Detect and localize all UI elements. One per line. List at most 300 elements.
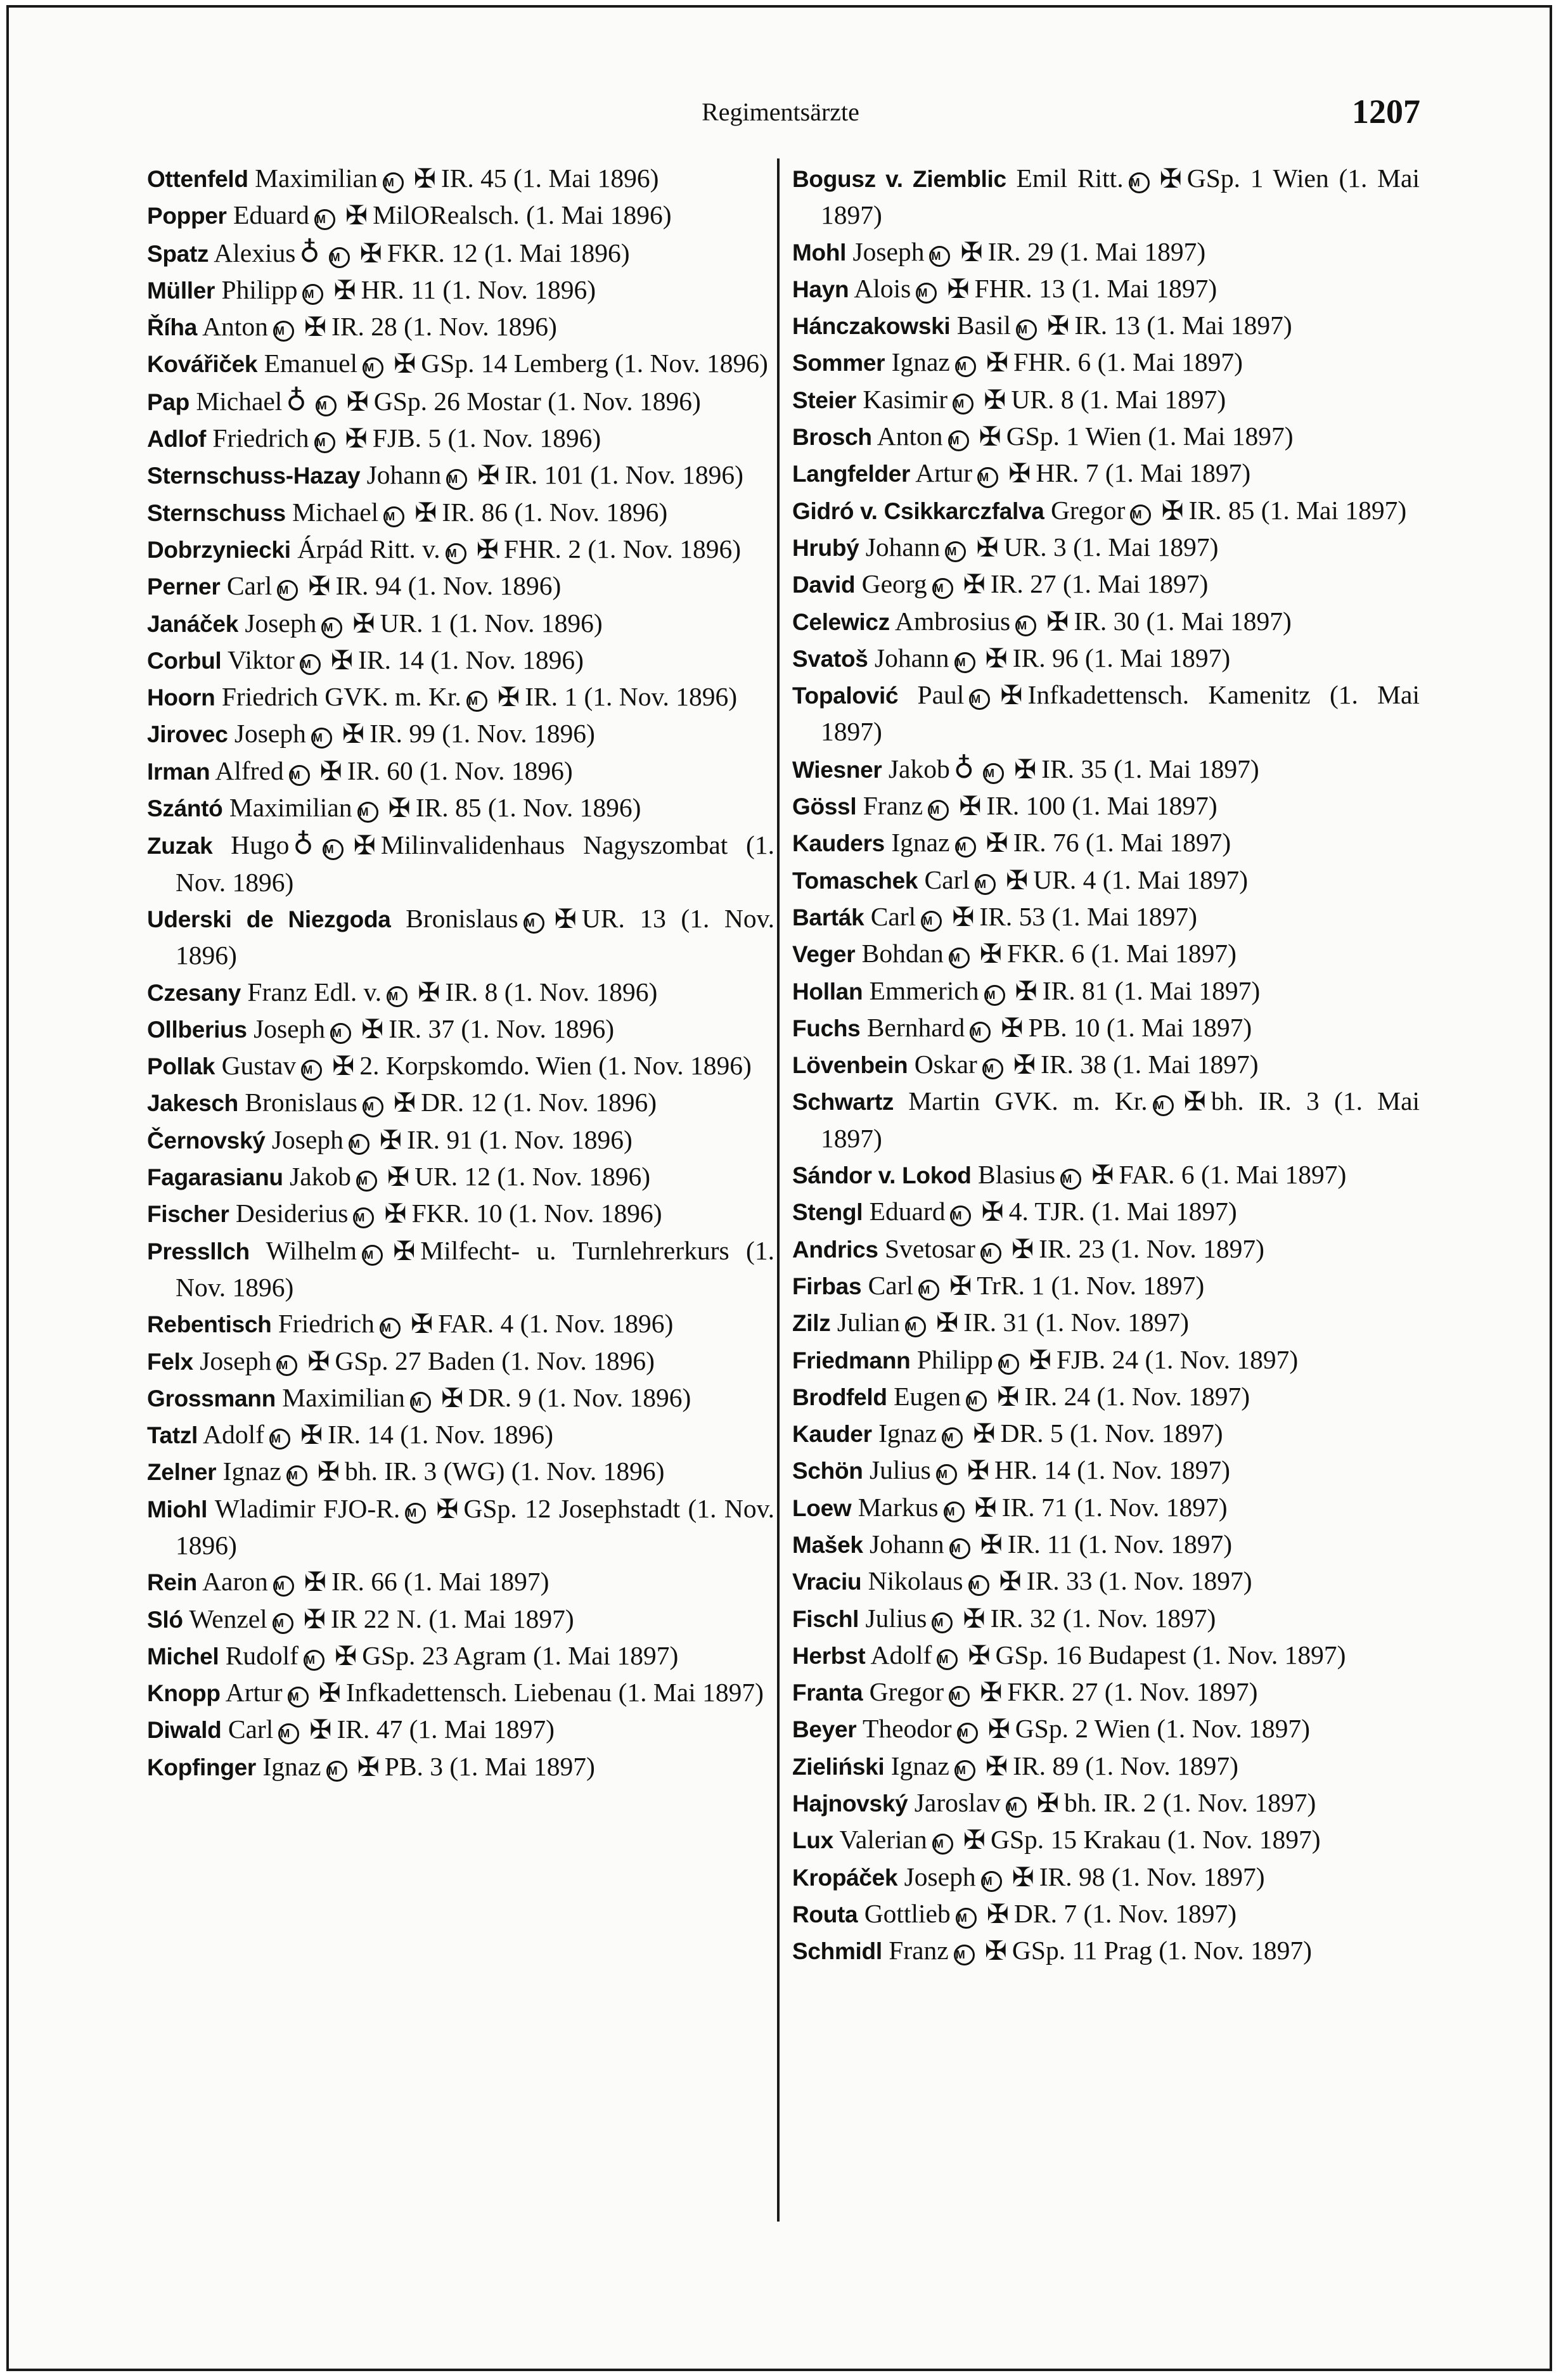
medal-icon: M <box>956 1908 977 1929</box>
medal-icon: M <box>928 800 949 821</box>
medal-icon: M <box>970 1022 991 1043</box>
cross-icon: ✠ <box>984 1937 1007 1967</box>
register-entry <box>792 160 1420 234</box>
assignment-details: IR. 30 (1. Mai 1897) <box>1074 606 1292 636</box>
register-entry <box>147 974 774 1011</box>
medal-icon: M <box>304 1650 324 1671</box>
register-entry <box>147 1417 774 1453</box>
register-entry <box>147 790 774 827</box>
assignment-details: IR. 31 (1. Nov. 1897) <box>963 1308 1189 1337</box>
assignment-details: Infkadettensch. Liebenau (1. Mai 1897) <box>345 1678 764 1708</box>
surname: Müller <box>147 277 215 304</box>
register-entry <box>147 235 774 272</box>
register-entry <box>792 1231 1420 1268</box>
assignment-details: IR. 33 (1. Nov. 1897) <box>1026 1566 1252 1596</box>
given-name: Maximilian <box>282 1382 405 1412</box>
cross-icon: ✠ <box>1008 460 1031 489</box>
register-entry <box>792 1933 1420 1969</box>
register-entry <box>792 1859 1420 1896</box>
register-entry <box>147 309 774 345</box>
given-name: Anton <box>202 312 268 342</box>
order-decoration-icon: ♁ <box>299 236 320 268</box>
assignment-details: IR. 13 (1. Mai 1897) <box>1074 311 1292 340</box>
cross-icon: ✠ <box>318 1679 341 1709</box>
given-name: Bernhard <box>866 1012 965 1042</box>
surname: Hoorn <box>147 685 215 711</box>
register-entry <box>147 1233 774 1306</box>
assignment-details: IR. 85 (1. Nov. 1896) <box>415 793 641 823</box>
given-name: Gregor <box>869 1677 944 1707</box>
column-divider <box>777 158 780 2222</box>
register-entry <box>792 1896 1420 1933</box>
given-name: Jakob <box>290 1162 351 1192</box>
cross-icon: ✠ <box>554 904 577 934</box>
register-entry <box>147 605 774 642</box>
register-entry <box>792 788 1420 825</box>
surname: Andrics <box>792 1236 878 1263</box>
surname: Kopfinger <box>147 1754 257 1780</box>
surname: Diwald <box>147 1717 222 1744</box>
surname: Irman <box>147 758 210 785</box>
surname: Hánczakowski <box>792 313 951 340</box>
given-name: Ignaz <box>222 1457 281 1486</box>
register-entry <box>792 344 1420 381</box>
cross-icon: ✠ <box>968 1641 991 1671</box>
surname: Schwartz <box>792 1089 894 1116</box>
medal-icon: M <box>949 1686 970 1707</box>
surname: Felx <box>147 1348 193 1375</box>
given-name: Artur <box>225 1678 283 1708</box>
cross-icon: ✠ <box>307 1347 330 1377</box>
cross-icon: ✠ <box>1001 1013 1024 1043</box>
medal-icon: M <box>948 430 969 451</box>
register-entry <box>147 1638 774 1675</box>
cross-icon: ✠ <box>414 498 437 528</box>
given-name: Franz <box>889 1936 949 1965</box>
given-name: Bohdan <box>861 939 944 968</box>
surname: Franta <box>792 1680 863 1706</box>
cross-icon: ✠ <box>300 1421 323 1451</box>
medal-icon: M <box>1060 1169 1081 1190</box>
assignment-details: IR. 86 (1. Nov. 1896) <box>442 497 668 527</box>
register-entry <box>792 1193 1420 1230</box>
register-entry <box>792 1268 1420 1304</box>
medal-icon: M <box>410 1392 431 1413</box>
assignment-details: IR. 29 (1. Mai 1897) <box>987 236 1206 266</box>
assignment-details: IR. 91 (1. Nov. 1896) <box>407 1124 633 1154</box>
assignment-details: TrR. 1 (1. Nov. 1897) <box>977 1270 1205 1300</box>
surname: Perner <box>147 574 221 600</box>
medal-icon: M <box>278 1723 299 1744</box>
surname: Kauders <box>792 830 885 857</box>
medal-icon: M <box>356 1171 377 1192</box>
running-title: Regimentsärzte <box>702 98 859 126</box>
assignment-details: IR. 71 (1. Nov. 1897) <box>1001 1492 1228 1522</box>
cross-icon: ✠ <box>959 792 982 822</box>
medal-icon: M <box>955 356 976 377</box>
cross-icon: ✠ <box>394 350 416 380</box>
register-entry <box>147 1675 774 1711</box>
assignment-details: IR. 53 (1. Mai 1897) <box>979 901 1197 931</box>
given-name: Ignaz <box>891 347 950 377</box>
register-entry <box>792 1415 1420 1452</box>
register-entry <box>147 1084 774 1121</box>
medal-icon: M <box>1015 615 1036 636</box>
given-name: Eduard <box>233 200 309 230</box>
medal-icon: M <box>966 1391 987 1412</box>
medal-icon: M <box>945 541 966 562</box>
surname: Veger <box>792 941 856 968</box>
right-column <box>792 160 1420 1970</box>
given-name: Philipp <box>221 274 298 304</box>
surname: Říha <box>147 314 197 341</box>
medal-icon: M <box>353 1207 374 1228</box>
given-name: Emil Ritt. <box>1016 164 1124 193</box>
assignment-details: 2. Korpskomdo. Wien (1. Nov. 1896) <box>359 1051 752 1081</box>
register-entry <box>147 1749 774 1785</box>
assignment-details: GSp. 26 Mostar (1. Nov. 1896) <box>373 386 701 416</box>
surname: Szántó <box>147 795 223 822</box>
register-entry <box>147 383 774 420</box>
cross-icon: ✠ <box>1000 681 1023 711</box>
surname: Pressllch <box>147 1238 250 1264</box>
cross-icon: ✠ <box>935 1309 959 1339</box>
medal-icon: M <box>936 1464 957 1485</box>
medal-icon: M <box>466 691 487 712</box>
given-name: Johann <box>865 532 941 562</box>
register-entry <box>792 1526 1420 1563</box>
assignment-details: GSp. 11 Prag (1. Nov. 1897) <box>1012 1936 1312 1965</box>
cross-icon: ✠ <box>353 832 376 861</box>
left-column <box>147 160 774 1785</box>
register-entry <box>147 1711 774 1748</box>
register-entry <box>792 382 1420 418</box>
given-name: Nikolaus <box>868 1566 963 1596</box>
medal-icon: M <box>387 986 408 1007</box>
surname: Hajnovský <box>792 1791 908 1817</box>
register-entry <box>792 1046 1420 1083</box>
medal-icon: M <box>918 1280 939 1301</box>
given-name: Martin GVK. m. Kr. <box>908 1086 1148 1116</box>
register-entry <box>792 750 1420 788</box>
medal-icon: M <box>949 948 970 968</box>
cross-icon: ✠ <box>976 533 999 563</box>
given-name: Emmerich <box>869 975 979 1005</box>
cross-icon: ✠ <box>1036 1789 1059 1819</box>
assignment-details: FKR. 27 (1. Nov. 1897) <box>1007 1677 1258 1707</box>
medal-icon: M <box>969 689 990 710</box>
surname: Zelner <box>147 1459 217 1486</box>
assignment-details: GSp. 15 Krakau (1. Nov. 1897) <box>991 1825 1321 1855</box>
register-entry <box>147 568 774 605</box>
surname: Kauder <box>792 1421 872 1448</box>
surname: Dobrzyniecki <box>147 536 291 563</box>
cross-icon: ✠ <box>393 1089 416 1119</box>
cross-icon: ✠ <box>342 720 365 750</box>
medal-icon: M <box>1153 1095 1174 1116</box>
surname: Stengl <box>792 1199 863 1226</box>
surname: Barták <box>792 904 864 930</box>
register-entry <box>147 1491 774 1564</box>
given-name: Carl <box>870 901 916 931</box>
surname: Pap <box>147 389 190 415</box>
cross-icon: ✠ <box>497 683 520 713</box>
surname: Herbst <box>792 1642 866 1669</box>
given-name: Joseph <box>234 719 306 749</box>
cross-icon: ✠ <box>1011 1235 1034 1264</box>
cross-icon: ✠ <box>335 1642 357 1671</box>
register-entry <box>792 418 1420 455</box>
medal-icon: M <box>982 1058 1003 1079</box>
register-entry <box>147 1011 774 1048</box>
cross-icon: ✠ <box>963 570 986 600</box>
cross-icon: ✠ <box>952 903 975 932</box>
cross-icon: ✠ <box>985 1752 1008 1782</box>
given-name: Hugo <box>231 830 290 860</box>
register-entry <box>792 1785 1420 1822</box>
given-name: Svetosar <box>885 1233 975 1263</box>
register-entry <box>147 1601 774 1638</box>
assignment-details: IR. 89 (1. Nov. 1897) <box>1013 1751 1238 1780</box>
cross-icon: ✠ <box>985 644 1008 674</box>
given-name: Alfred <box>215 756 284 785</box>
surname: Hollan <box>792 978 863 1005</box>
register-entry <box>147 1343 774 1380</box>
medal-icon: M <box>954 652 975 673</box>
given-name: Franz Edl. v. <box>247 977 382 1007</box>
medal-icon: M <box>949 1538 970 1559</box>
surname: Sló <box>147 1606 183 1633</box>
medal-icon: M <box>953 394 973 415</box>
register-entry <box>147 272 774 309</box>
medal-icon: M <box>357 802 378 823</box>
register-entry <box>147 679 774 716</box>
surname: Grossmann <box>147 1385 276 1412</box>
medal-icon: M <box>302 284 323 305</box>
medal-icon: M <box>363 357 383 378</box>
medal-icon: M <box>998 1354 1019 1375</box>
assignment-details: IR. 45 (1. Mai 1896) <box>440 164 659 193</box>
assignment-details: IR. 37 (1. Nov. 1896) <box>389 1013 615 1043</box>
register-entry <box>792 1748 1420 1785</box>
cross-icon: ✠ <box>477 461 500 491</box>
given-name: Julius <box>865 1603 927 1633</box>
surname: Beyer <box>792 1716 857 1743</box>
register-entry <box>792 1822 1420 1858</box>
assignment-details: PB. 3 (1. Mai 1897) <box>384 1751 595 1781</box>
medal-icon: M <box>944 1502 965 1522</box>
medal-icon: M <box>983 763 1004 784</box>
cross-icon: ✠ <box>476 535 499 565</box>
surname: Lövenbein <box>792 1052 908 1079</box>
register-entry <box>792 566 1420 603</box>
medal-icon: M <box>942 1427 963 1448</box>
given-name: Ambrosius <box>895 606 1011 636</box>
assignment-details: IR. 100 (1. Mai 1897) <box>986 791 1217 821</box>
assignment-details: IR. 14 (1. Nov. 1896) <box>358 645 584 674</box>
surname: Sternschuss-Hazay <box>147 463 361 489</box>
surname: Zilz <box>792 1310 831 1337</box>
assignment-details: FKR. 10 (1. Nov. 1896) <box>411 1199 662 1228</box>
cross-icon: ✠ <box>960 238 983 267</box>
surname: Corbul <box>147 647 222 674</box>
register-entry <box>147 1306 774 1342</box>
cross-icon: ✠ <box>440 1384 464 1413</box>
cross-icon: ✠ <box>1012 1863 1034 1893</box>
medal-icon: M <box>932 1834 953 1855</box>
surname: Gidró v. Csikkarczfalva <box>792 498 1044 524</box>
cross-icon: ✠ <box>359 239 382 269</box>
assignment-details: GSp. 16 Budapest (1. Nov. 1897) <box>995 1640 1346 1669</box>
register-entry <box>792 307 1420 344</box>
assignment-details: FKR. 6 (1. Mai 1897) <box>1006 939 1237 968</box>
register-entry <box>147 420 774 457</box>
cross-icon: ✠ <box>1013 1051 1036 1081</box>
surname: Vraciu <box>792 1569 862 1595</box>
cross-icon: ✠ <box>1091 1161 1114 1191</box>
surname: Brosch <box>792 424 872 451</box>
register-entry <box>792 1342 1420 1379</box>
cross-icon: ✠ <box>986 1900 1009 1929</box>
assignment-details: IR. 1 (1. Nov. 1896) <box>525 682 738 712</box>
assignment-details: GSp. 2 Wien (1. Nov. 1897) <box>1015 1714 1310 1744</box>
medal-icon: M <box>276 1355 297 1376</box>
assignment-details: DR. 5 (1. Nov. 1897) <box>1000 1418 1223 1448</box>
assignment-details: GSp. 14 Lemberg (1. Nov. 1896) <box>421 349 768 378</box>
given-name: Valerian <box>839 1825 927 1855</box>
given-name: Anton <box>877 421 943 451</box>
medal-icon: M <box>405 1503 426 1524</box>
cross-icon: ✠ <box>1161 496 1184 526</box>
cross-icon: ✠ <box>387 1163 410 1193</box>
given-name: Gottlieb <box>864 1898 951 1928</box>
medal-icon: M <box>929 246 950 267</box>
cross-icon: ✠ <box>973 1420 996 1450</box>
surname: Firbas <box>792 1273 862 1299</box>
cross-icon: ✠ <box>352 609 375 639</box>
surname: Pollak <box>147 1053 215 1080</box>
medal-icon: M <box>301 1060 322 1081</box>
surname: Routa <box>792 1901 858 1927</box>
given-name: Friedrich <box>212 423 309 453</box>
medal-icon: M <box>330 1023 351 1044</box>
register-entry <box>792 1452 1420 1489</box>
register-entry <box>792 1637 1420 1674</box>
assignment-details: IR. 81 (1. Mai 1897) <box>1042 975 1261 1005</box>
given-name: Joseph <box>904 1862 976 1891</box>
page-number: 1207 <box>1352 93 1420 131</box>
register-entry <box>147 1048 774 1084</box>
register-entry <box>792 640 1420 677</box>
given-name: Philipp <box>916 1344 993 1374</box>
medal-icon: M <box>323 839 344 860</box>
given-name: Wilhelm <box>266 1235 357 1265</box>
assignment-details: 4. TJR. (1. Mai 1897) <box>1008 1197 1237 1226</box>
register-entry <box>792 1711 1420 1747</box>
medal-icon: M <box>916 283 937 304</box>
medal-icon: M <box>273 321 294 342</box>
cross-icon: ✠ <box>979 940 1002 970</box>
surname: Jakesch <box>147 1090 238 1117</box>
order-decoration-icon: ♁ <box>293 829 314 861</box>
assignment-details: IR. 8 (1. Nov. 1896) <box>445 977 658 1007</box>
assignment-details: FHR. 2 (1. Nov. 1896) <box>503 534 742 563</box>
assignment-details: HR. 14 (1. Nov. 1897) <box>994 1455 1230 1485</box>
surname: Fuchs <box>792 1015 861 1041</box>
surname: Wiesner <box>792 756 882 783</box>
assignment-details: IR. 60 (1. Nov. 1896) <box>347 756 573 785</box>
register-entry <box>792 603 1420 640</box>
given-name: Markus <box>858 1492 939 1522</box>
register-entry <box>792 1489 1420 1526</box>
assignment-details: IR. 23 (1. Nov. 1897) <box>1039 1233 1264 1263</box>
surname: Bogusz v. Ziemblic <box>792 166 1006 192</box>
assignment-details: Infkadettensch. Kamenitz (1. Mai 1897) <box>821 680 1420 747</box>
surname: Brodfeld <box>792 1384 887 1410</box>
medal-icon: M <box>921 911 942 932</box>
register-entry <box>147 1195 774 1232</box>
assignment-details: IR. 24 (1. Nov. 1897) <box>1024 1381 1250 1411</box>
cross-icon: ✠ <box>999 1567 1022 1597</box>
cross-icon: ✠ <box>984 385 1006 415</box>
medal-icon: M <box>980 1243 1001 1264</box>
register-entry <box>792 529 1420 566</box>
assignment-details: FHR. 13 (1. Mai 1897) <box>974 273 1217 303</box>
given-name: Ignaz <box>878 1418 937 1448</box>
assignment-details: FKR. 12 (1. Mai 1896) <box>387 238 630 267</box>
cross-icon: ✠ <box>980 1678 1003 1708</box>
cross-icon: ✠ <box>410 1310 434 1340</box>
cross-icon: ✠ <box>436 1495 459 1524</box>
assignment-details: GSp. 1 Wien (1. Mai 1897) <box>821 164 1420 230</box>
cross-icon: ✠ <box>1005 866 1029 896</box>
given-name: Viktor <box>228 645 295 674</box>
medal-icon: M <box>286 1465 307 1486</box>
register-entry <box>792 973 1420 1010</box>
given-name: Carl <box>226 571 273 601</box>
assignment-details: DR. 12 (1. Nov. 1896) <box>421 1088 657 1117</box>
medal-icon: M <box>957 1723 978 1744</box>
cross-icon: ✠ <box>974 1493 997 1523</box>
assignment-details: bh. IR. 2 (1. Nov. 1897) <box>1063 1788 1316 1818</box>
page-header <box>0 92 1561 136</box>
cross-icon: ✠ <box>317 1458 340 1488</box>
assignment-details: UR. 1 (1. Nov. 1896) <box>380 608 603 638</box>
cross-icon: ✠ <box>949 1271 972 1301</box>
surname: Czesany <box>147 979 241 1006</box>
given-name: Michael <box>196 386 283 416</box>
medal-icon: M <box>316 396 337 416</box>
given-name: Julius <box>869 1455 931 1485</box>
surname: Spatz <box>147 240 209 267</box>
surname: Knopp <box>147 1680 221 1707</box>
assignment-details: FHR. 6 (1. Mai 1897) <box>1013 347 1243 377</box>
assignment-details: IR 22 N. (1. Mai 1897) <box>330 1604 574 1633</box>
surname: Adlof <box>147 426 207 453</box>
given-name: Friedrich GVK. m. Kr. <box>221 682 461 712</box>
register-entry <box>147 901 774 974</box>
assignment-details: FJB. 24 (1. Nov. 1897) <box>1056 1344 1299 1374</box>
given-name: Friedrich <box>278 1309 375 1339</box>
register-entry <box>792 1600 1420 1637</box>
cross-icon: ✠ <box>1183 1088 1206 1117</box>
medal-icon: M <box>932 578 953 599</box>
surname: Michel <box>147 1643 219 1669</box>
given-name: Johann <box>366 460 442 490</box>
surname: Fischer <box>147 1201 229 1228</box>
medal-icon: M <box>981 1871 1002 1892</box>
assignment-details: FJB. 5 (1. Nov. 1896) <box>372 423 601 453</box>
